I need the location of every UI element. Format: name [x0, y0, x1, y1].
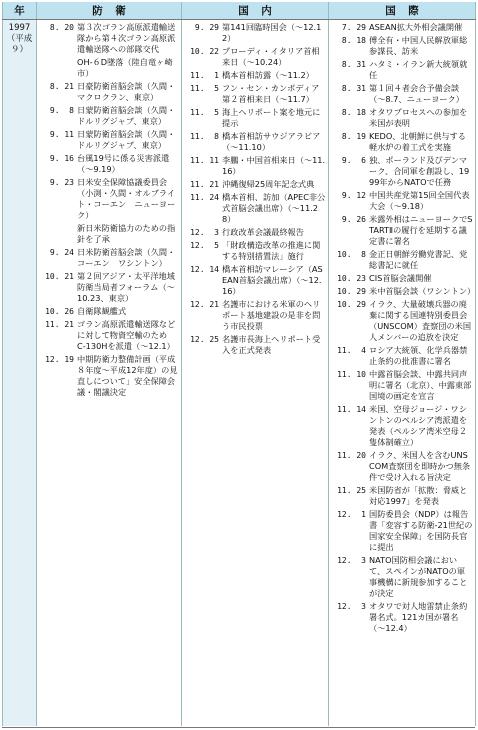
event-date: 11. 8	[190, 132, 219, 141]
event-item	[37, 105, 181, 127]
event-date: 9. 6	[337, 156, 366, 165]
event-item	[37, 129, 181, 151]
event-date: 11. 24	[190, 193, 219, 202]
event-date: 11. 14	[337, 405, 366, 414]
event-text: ゴラン高原派遣輸送隊などに対して物資空輸のためC‑130Hを派遣（〜12.1）	[77, 319, 176, 351]
event-item	[329, 214, 475, 247]
event-item	[37, 22, 181, 55]
event-date: 11. 20	[337, 451, 366, 460]
event-text: 自衛隊観艦式	[77, 306, 127, 316]
event-date: 9. 26	[337, 215, 366, 224]
event-date: 12. 3	[190, 228, 219, 237]
event-date: 10. 22	[190, 47, 219, 56]
event-text: イラク、大量破壊兵器の廃棄に関する国連特別委員会（UNSCOM）査察団の米国人メンバーの追放を決定	[369, 299, 472, 342]
event-date: 12. 19	[45, 355, 74, 364]
event-date: 9. 29	[190, 23, 219, 32]
event-item	[329, 450, 475, 483]
event-text: 日豪防衛首脳会談（久間・マクロクラン、東京）	[77, 81, 176, 102]
event-date: 11. 25	[337, 486, 366, 495]
domestic-header: 国内	[182, 2, 329, 20]
event-item	[182, 179, 328, 190]
event-date: 12. 21	[190, 300, 219, 309]
bottom-rule	[2, 727, 475, 728]
event-date: 10. 8	[337, 250, 366, 259]
event-date: 7. 29	[337, 23, 366, 32]
event-text: 橋本首相訪マレーシア（ASEAN首脳会議出席）（〜12.16）	[222, 264, 323, 296]
event-date: 12. 25	[190, 335, 219, 344]
event-item	[329, 190, 475, 212]
event-text: 行政改革会議最終報告	[222, 227, 304, 237]
event-text: 日米安全保障協議委員会（小渕・久間・オルブライト・コーエン ニューヨーク）	[77, 177, 176, 220]
event-item	[329, 555, 475, 599]
event-text: 米国、空母ジョージ・ワシントンのペルシア湾派遣を発表（ペルシア湾米空母２隻体制確立）	[369, 404, 468, 447]
year-label: 1997 （平成９）	[6, 23, 33, 55]
event-date: 12. 5	[190, 241, 219, 250]
event-item	[329, 155, 475, 188]
event-date: 11. 21	[190, 180, 219, 189]
event-date: 9. 16	[45, 154, 74, 163]
event-text: 中期防衛力整備計画（平成８年度〜平成12年度）の見直しについて」安全保障会議・閣議決定	[77, 354, 178, 397]
event-text: 名護市長海上ヘリポート受入を正式発表	[222, 334, 321, 355]
event-text: 橋本首相、訪加（APEC非公式首脳会議出席）（〜11.28）	[222, 192, 326, 224]
event-text: 「財政構造改革の推進に関する特別措置法」施行	[222, 240, 321, 261]
event-date: 12. 14	[190, 265, 219, 274]
event-text: 橋本首相訪サウジアラビア（〜11.10）	[222, 131, 321, 152]
event-text: フン・セン・カンボディア第２首相来日（〜11.7）	[222, 83, 320, 104]
event-text: CIS首脳会議開催	[369, 273, 432, 283]
event-text: 第１回４者会合予備会談（〜8.7、ニューヨーク）	[369, 83, 464, 104]
event-date: 10. 29	[337, 287, 366, 296]
event-date: 11. 4	[337, 346, 366, 355]
event-text: ASEAN拡大外相会議開催	[369, 22, 463, 32]
event-date: 11. 5	[190, 108, 219, 117]
event-text: 日米防衛首脳会談（久間・コーエン ワシントン）	[77, 247, 176, 268]
event-item	[37, 271, 181, 304]
event-text: OH‑６D墜落（陸自竜ヶ崎市）	[77, 57, 173, 78]
event-item	[329, 35, 475, 57]
event-item	[329, 59, 475, 81]
event-date: 8. 21	[45, 82, 74, 91]
event-item	[329, 131, 475, 153]
event-text: 台風19号に係る災害派遣（〜9.19）	[77, 153, 170, 174]
event-text: 沖縄復帰25周年記念式典	[222, 179, 315, 189]
event-text: 海上ヘリポート案を地元に提示	[222, 107, 321, 128]
event-item	[37, 247, 181, 269]
event-text: イラク、米国人を含むUNSCOM査察団を即時かつ無条件で受け入れる旨決定	[369, 450, 471, 482]
event-date: 11. 11	[190, 156, 219, 165]
event-text: 第141回臨時国会（〜12.12）	[222, 22, 322, 43]
event-item	[329, 485, 475, 507]
event-item	[182, 264, 328, 297]
domestic-column	[182, 20, 329, 727]
event-item	[329, 345, 475, 367]
event-text: 中露首脳会談、中露共同声明に署名（北京）、中露東部国境の画定を宣言	[369, 369, 472, 401]
year-row-1997	[3, 20, 476, 727]
event-date: 10. 29	[337, 300, 366, 309]
event-text: ハタミ・イラン新大統領就任	[369, 59, 468, 80]
event-item	[37, 81, 181, 103]
event-text: 中国共産党第15回全国代表大会（〜9.18）	[369, 190, 470, 211]
event-text: プローディ・イタリア首相来日（〜10.24）	[222, 46, 320, 67]
event-item	[329, 299, 475, 343]
event-item	[182, 192, 328, 225]
year-cell	[3, 20, 37, 727]
event-item	[37, 306, 181, 317]
event-date: 12. 1	[337, 510, 366, 519]
event-item	[182, 299, 328, 332]
event-item	[37, 319, 181, 352]
event-date: 8. 18	[337, 36, 366, 45]
event-text: 米露外相はニューヨークでSTARTⅡの履行を延期する議定書に署名	[369, 214, 473, 246]
event-text: 李鵬・中国首相来日（〜11.16）	[222, 155, 326, 176]
event-item	[329, 601, 475, 634]
defense-column	[37, 20, 182, 727]
event-text: 金正日朝鮮労働党書記、党総書記に就任	[369, 249, 468, 270]
event-date: 9. 24	[45, 248, 74, 257]
event-item	[182, 334, 328, 356]
event-item	[182, 227, 328, 238]
event-item	[37, 354, 181, 398]
event-date	[37, 223, 77, 245]
event-item	[182, 240, 328, 262]
event-text: 橋本首相訪露（〜11.2）	[222, 70, 314, 80]
event-text: NATO国防相会議において、スペインがNATOの軍事機構に新規参加することが決定	[369, 555, 468, 598]
event-text: オタワで対人地雷禁止条約署名式。121カ国が署名（〜12.4）	[369, 601, 468, 633]
header-row	[3, 2, 476, 20]
event-date: 8. 31	[337, 60, 366, 69]
event-date: 11. 5	[190, 84, 219, 93]
event-text: 米中首脳会談（ワシントン）	[369, 286, 476, 296]
event-item	[329, 509, 475, 553]
event-text: 第２回アジア・太平洋地域防衛当局者フォーラム（〜10.23、東京）	[77, 271, 175, 303]
chronology-table	[2, 2, 476, 726]
event-date: 10. 23	[337, 274, 366, 283]
event-date: 9. 12	[337, 191, 366, 200]
event-date: 8. 20	[45, 23, 74, 32]
event-text: KEDO、北朝鮮に供与する軽水炉の着工式を実施	[369, 131, 466, 152]
event-text: 名護市における米軍のヘリポート基地建設の是非を問う市民投票	[222, 299, 321, 331]
year-header: 年	[3, 2, 37, 20]
event-item	[329, 22, 475, 33]
event-item	[182, 46, 328, 68]
defense-header: 防衛	[37, 2, 182, 20]
event-date: 12. 3	[337, 556, 366, 565]
event-item	[37, 177, 181, 221]
event-date: 10. 26	[45, 307, 74, 316]
event-date: 11. 10	[337, 370, 366, 379]
event-text: オタワプロセスへの参加を米国が表明	[369, 107, 468, 128]
event-date: 11. 1	[190, 71, 219, 80]
event-item	[329, 83, 475, 105]
international-header: 国際	[329, 2, 476, 20]
event-text: 米国防省が「拡散：脅威と対応1997」を発表	[369, 485, 468, 506]
event-date: 9. 11	[45, 130, 74, 139]
event-item	[329, 273, 475, 284]
event-date: 8. 31	[337, 84, 366, 93]
event-date: 8. 19	[337, 132, 366, 141]
international-column	[329, 20, 476, 727]
event-item	[329, 286, 475, 297]
event-text: 国防委員会（NDP）は報告書「変容する防衛‑21世紀の国家安全保障」を国防長官に提出	[369, 509, 473, 552]
event-item	[329, 369, 475, 402]
event-item	[182, 22, 328, 44]
event-item	[37, 153, 181, 175]
event-item	[182, 131, 328, 153]
event-item	[182, 83, 328, 105]
event-item	[182, 155, 328, 177]
event-item	[182, 107, 328, 129]
event-date: 9. 23	[45, 178, 74, 187]
event-date: 12. 3	[337, 602, 366, 611]
event-item	[37, 223, 181, 245]
event-item	[329, 249, 475, 271]
event-item	[329, 107, 475, 129]
event-item	[37, 57, 181, 79]
event-item	[329, 404, 475, 448]
event-text: 日蒙防衛首脳会談（久間・ドルリグジャブ、東京）	[77, 105, 176, 126]
event-text: ロシア大統領、化学兵器禁止条約の批准書に署名	[369, 345, 468, 366]
event-date: 9. 8	[45, 106, 74, 115]
event-date: 11. 21	[45, 320, 74, 329]
event-date	[37, 57, 77, 79]
event-item	[182, 70, 328, 81]
event-date: 10. 21	[45, 272, 74, 281]
event-text: 日蒙防衛首脳会談（久間・ドルリグジャブ、東京）	[77, 129, 176, 150]
event-text: 第３次ゴラン高原派遣輸送隊から第４次ゴラン高原派遣輸送隊への部隊交代	[77, 22, 176, 54]
event-text: 傅全有・中国人民解放軍総参謀長、訪米	[369, 35, 468, 56]
event-date: 8. 18	[337, 108, 366, 117]
event-text: 独、ポーランド及びデンマーク、合同軍を創設し、1999年からNATOで任務	[369, 155, 470, 187]
event-text: 新日米防衛協力のための指針を了承	[77, 223, 176, 244]
